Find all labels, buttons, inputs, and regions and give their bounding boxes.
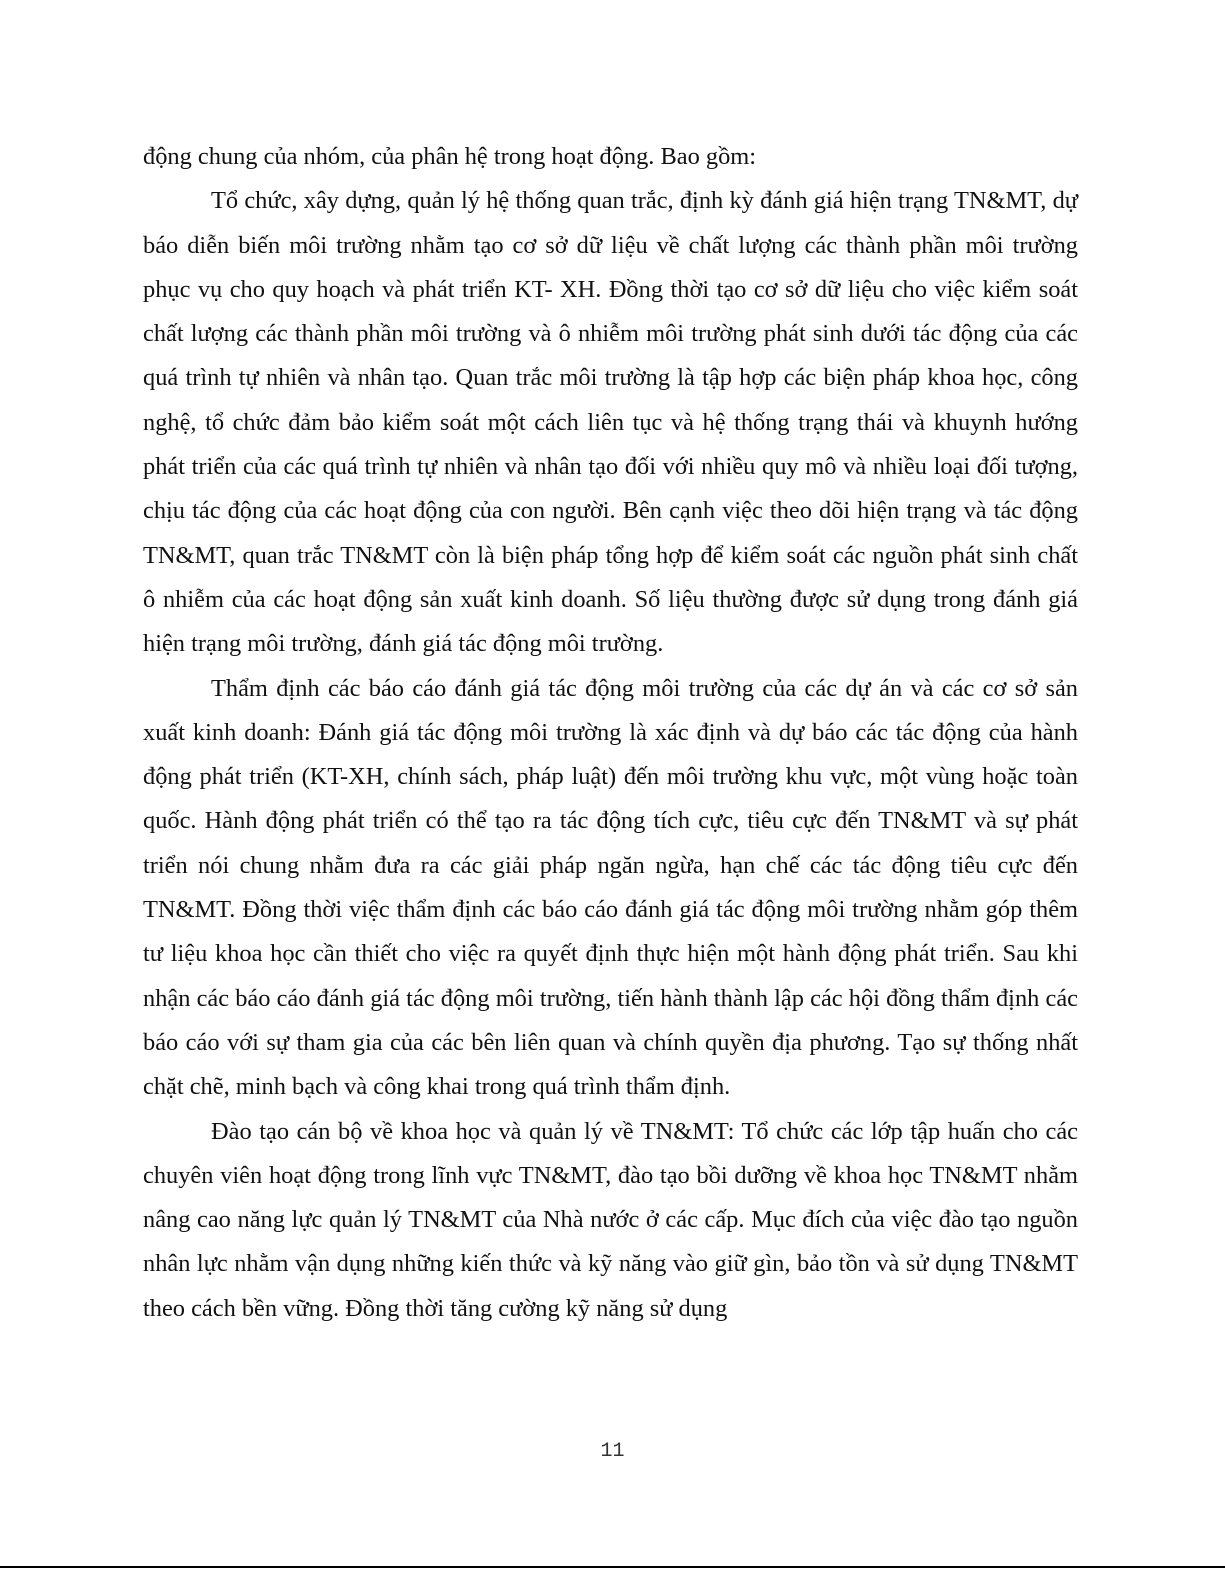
page-number: 11	[600, 1440, 625, 1463]
paragraph-staff-training: Đào tạo cán bộ về khoa học và quản lý về TN&MT: Tổ chức các lớp tập huấn cho các chuyên viên hoạt động trong lĩnh vực TN&MT, đào tạo bồi dưỡng về khoa học TN&MT nhằm nâng cao năng lực quản lý TN&MT của Nhà nước ở các cấp. Mục đích của việc đào tạo nguồn nhân lực nhằm vận dụng những kiến thức và kỹ năng vào giữ gìn, bảo tồn và sử dụng TN&MT theo cách bền vững. Đồng thời tăng cường kỹ năng sử dụng	[143, 1117, 1078, 1322]
bottom-border-line	[0, 1566, 1225, 1568]
body-text	[143, 135, 1078, 1331]
paragraph-continuation: động chung của nhóm, của phân hệ trong hoạt động. Bao gồm:	[143, 143, 757, 170]
paragraph-eia-appraisal: Thẩm định các báo cáo đánh giá tác động môi trường của các dự án và các cơ sở sản xuất kinh doanh: Đánh giá tác động môi trường là xác định và dự báo các tác động của hành động phát triển (KT-XH, chính sách, pháp luật) đến môi trường khu vực, một vùng hoặc toàn quốc. Hành động phát triển có thể tạo ra tác động tích cực, tiêu cực đến TN&MT và sự phát triển nói chung nhằm đưa ra các giải pháp ngăn ngừa, hạn chế các tác động tiêu cực đến TN&MT. Đồng thời việc thẩm định các báo cáo đánh giá tác động môi trường nhằm góp thêm tư liệu khoa học cần thiết cho việc ra quyết định thực hiện một hành động phát triển. Sau khi nhận các báo cáo đánh giá tác động môi trường, tiến hành thành lập các hội đồng thẩm định các báo cáo với sự tham gia của các bên liên quan và chính quyền địa phương. Tạo sự thống nhất chặt chẽ, minh bạch và công khai trong quá trình thẩm định.	[143, 674, 1078, 1101]
paragraph-monitoring: Tổ chức, xây dựng, quản lý hệ thống quan trắc, định kỳ đánh giá hiện trạng TN&MT, dự báo diễn biến môi trường nhằm tạo cơ sở dữ liệu về chất lượng các thành phần môi trường phục vụ cho quy hoạch và phát triển KT- XH. Đồng thời tạo cơ sở dữ liệu cho việc kiểm soát chất lượng các thành phần môi trường và ô nhiễm môi trường phát sinh dưới tác động của các quá trình tự nhiên và nhân tạo. Quan trắc môi trường là tập hợp các biện pháp khoa học, công nghệ, tổ chức đảm bảo kiểm soát một cách liên tục và hệ thống trạng thái và khuynh hướng phát triển của các quá trình tự nhiên và nhân tạo đối với nhiều quy mô và nhiều loại đối tượng, chịu tác động của các hoạt động của con người. Bên cạnh việc theo dõi hiện trạng và tác động TN&MT, quan trắc TN&MT còn là biện pháp tổng hợp để kiểm soát các nguồn phát sinh chất ô nhiễm của các hoạt động sản xuất kinh doanh. Số liệu thường được sử dụng trong đánh giá hiện trạng môi trường, đánh giá tác động môi trường.	[143, 187, 1078, 658]
